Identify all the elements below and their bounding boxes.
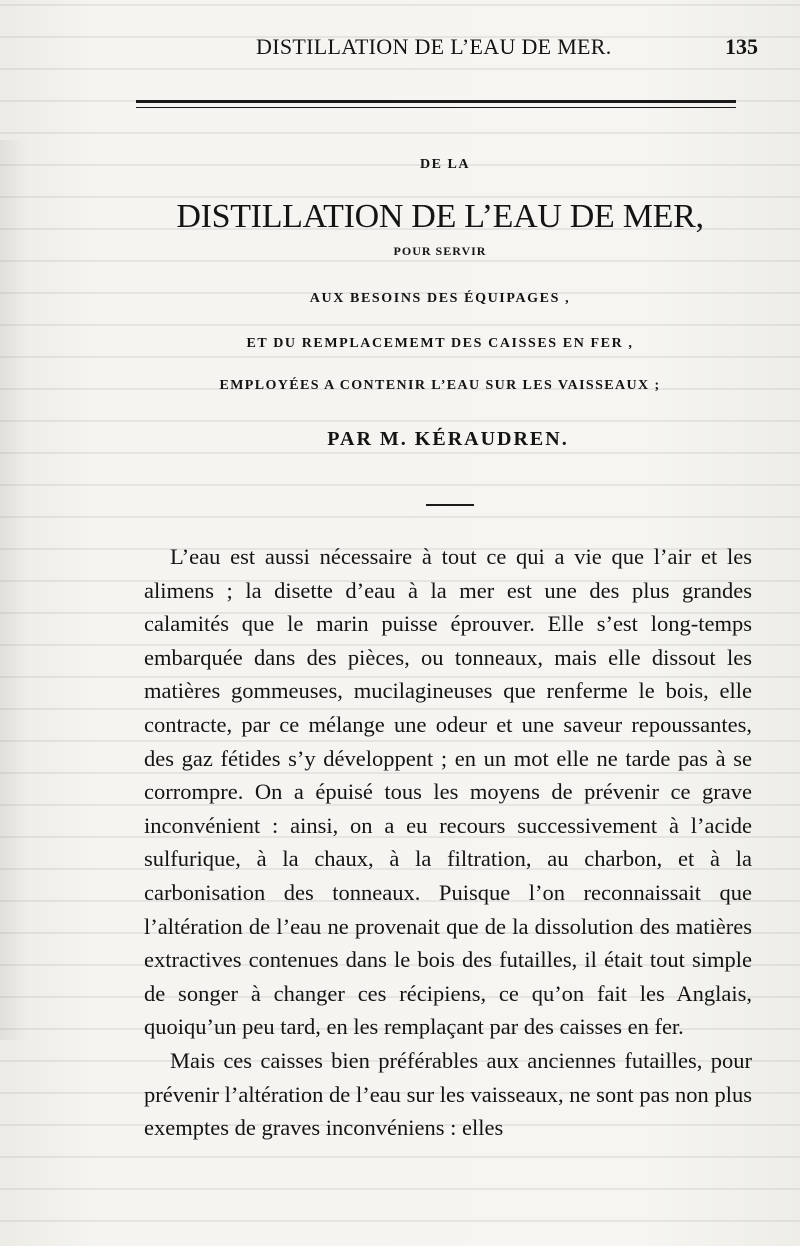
subtitle-line-1: AUX BESOINS DES ÉQUIPAGES , xyxy=(309,291,571,306)
subtitle-line-2: ET DU REMPLACEMEMT DES CAISSES EN FER , xyxy=(246,336,634,351)
header-rule-thin xyxy=(136,107,736,108)
author-byline: PAR M. KÉRAUDREN. xyxy=(327,428,569,450)
page-number: 135 xyxy=(725,34,758,59)
chapter-title: DISTILLATION DE L’EAU DE MER, xyxy=(176,198,704,235)
header-rule-thick xyxy=(136,100,736,103)
running-header xyxy=(0,34,800,64)
paragraph: Mais ces caisses bien préférables aux anciennes futailles, pour prévenir l’altération de l’eau sur les vaisseaux, ne sont pas non plus exemptes de graves inconvéniens : elles xyxy=(144,1047,752,1141)
title-separator-rule xyxy=(426,504,474,506)
paragraph: L’eau est aussi nécessaire à tout ce qui a vie que l’air et les alimens ; la disette d’eau à la mer est une des plus grandes calamités que le marin puisse éprouver. Elle s’est long-temps embarquée dans des pièces, ou tonneaux, mais elle dissout les matières gommeuses, mucilagineuses que renferme le bois, elle contracte, par ce mélange une odeur et une saveur repoussantes, des gaz fétides s’y développent ; en un mot elle ne tarde pas à se corrompre. On a épuisé tous les moyens de prévenir ce grave inconvénient : ainsi, on a eu recours successivement à l’acide sulfurique, à la chaux, à la filtration, au charbon, et à la carbonisation des tonneaux. Puisque l’on reconnaissait que l’altération de l’eau ne provenait que de la dissolution des matières extractives contenues dans le bois des futailles, il était tout simple de songer à changer ces récipiens, ce qu’on fait les Anglais, quoiqu’un peu tard, en les remplaçant par des caisses en fer. xyxy=(144,544,752,1040)
running-title: DISTILLATION DE L’EAU DE MER. xyxy=(256,34,612,59)
title-connector: POUR SERVIR xyxy=(393,244,487,258)
body-text xyxy=(144,540,752,1145)
chapter-title-block xyxy=(140,155,740,452)
title-preamble: DE LA xyxy=(420,157,470,172)
subtitle-line-3: EMPLOYÉES A CONTENIR L’EAU SUR LES VAISSEAUX ; xyxy=(219,378,661,393)
page-gutter-shadow xyxy=(0,140,26,1040)
